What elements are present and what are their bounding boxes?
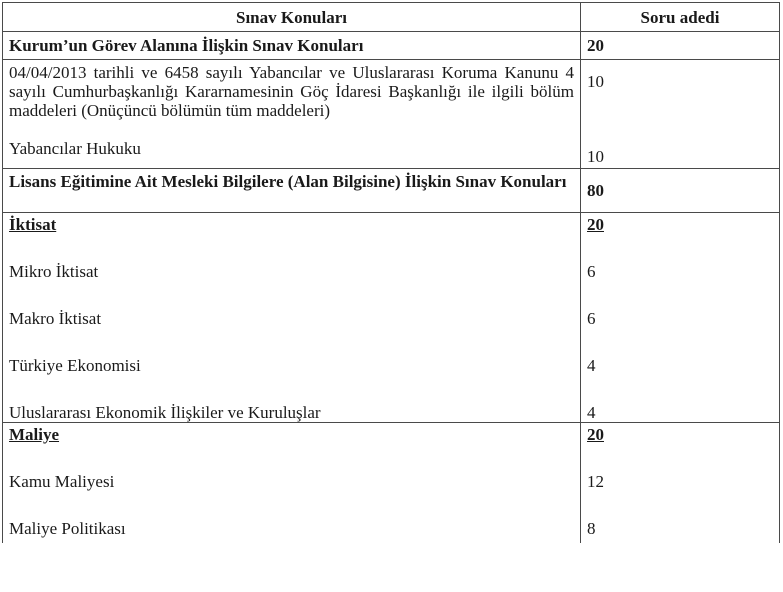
topic-text: Uluslararası Ekonomik İlişkiler ve Kuruluşlar (9, 403, 321, 422)
section-topic: Kurum’un Görev Alanına İlişkin Sınav Konuları (3, 32, 581, 60)
table-row (3, 213, 780, 423)
count-cell (581, 60, 780, 169)
topic-text: Yabancılar Hukuku (9, 139, 141, 158)
count-text: 6 (587, 262, 596, 281)
header-question-count: Soru adedi (581, 3, 780, 32)
topic-text: Mikro İktisat (9, 262, 99, 281)
topic-text: 04/04/2013 tarihli ve 6458 sayılı Yabancılar ve Uluslararası Koruma Kanunu 4 sayılı Cumhurbaşkanlığı Kararnamesinin Göç İdaresi Başkanlığı ile ilgili bölüm maddeleri (Onüçüncü bölümün tüm maddeleri) (9, 63, 574, 120)
count-text: 8 (587, 519, 596, 538)
table-row (3, 423, 780, 543)
table-row (3, 169, 780, 213)
topic-text: Maliye Politikası (9, 519, 126, 538)
subsection-title: Maliye (9, 425, 60, 444)
exam-topics-table-wrapper (2, 2, 780, 543)
count-text: 10 (587, 72, 604, 91)
count-text: 10 (587, 147, 604, 166)
topic-cell (3, 423, 581, 543)
section-topic: Lisans Eğitimine Ait Mesleki Bilgilere (Alan Bilgisine) İlişkin Sınav Konuları (3, 169, 581, 213)
count-text: 6 (587, 309, 596, 328)
topic-text: Kamu Maliyesi (9, 472, 115, 491)
section-count: 80 (581, 169, 780, 213)
section-count: 20 (581, 32, 780, 60)
subsection-count: 20 (587, 425, 604, 444)
count-cell (581, 423, 780, 543)
table-header-row (3, 3, 780, 32)
count-text: 4 (587, 356, 596, 375)
table-row (3, 32, 780, 60)
header-topics: Sınav Konuları (3, 3, 581, 32)
topic-cell (3, 60, 581, 169)
count-cell (581, 213, 780, 423)
topic-text: Makro İktisat (9, 309, 102, 328)
count-text: 4 (587, 403, 596, 422)
subsection-title: İktisat (9, 215, 57, 234)
topic-cell (3, 213, 581, 423)
topic-text: Türkiye Ekonomisi (9, 356, 141, 375)
subsection-count: 20 (587, 215, 604, 234)
exam-topics-table (2, 2, 780, 543)
count-text: 12 (587, 472, 604, 491)
table-row (3, 60, 780, 169)
